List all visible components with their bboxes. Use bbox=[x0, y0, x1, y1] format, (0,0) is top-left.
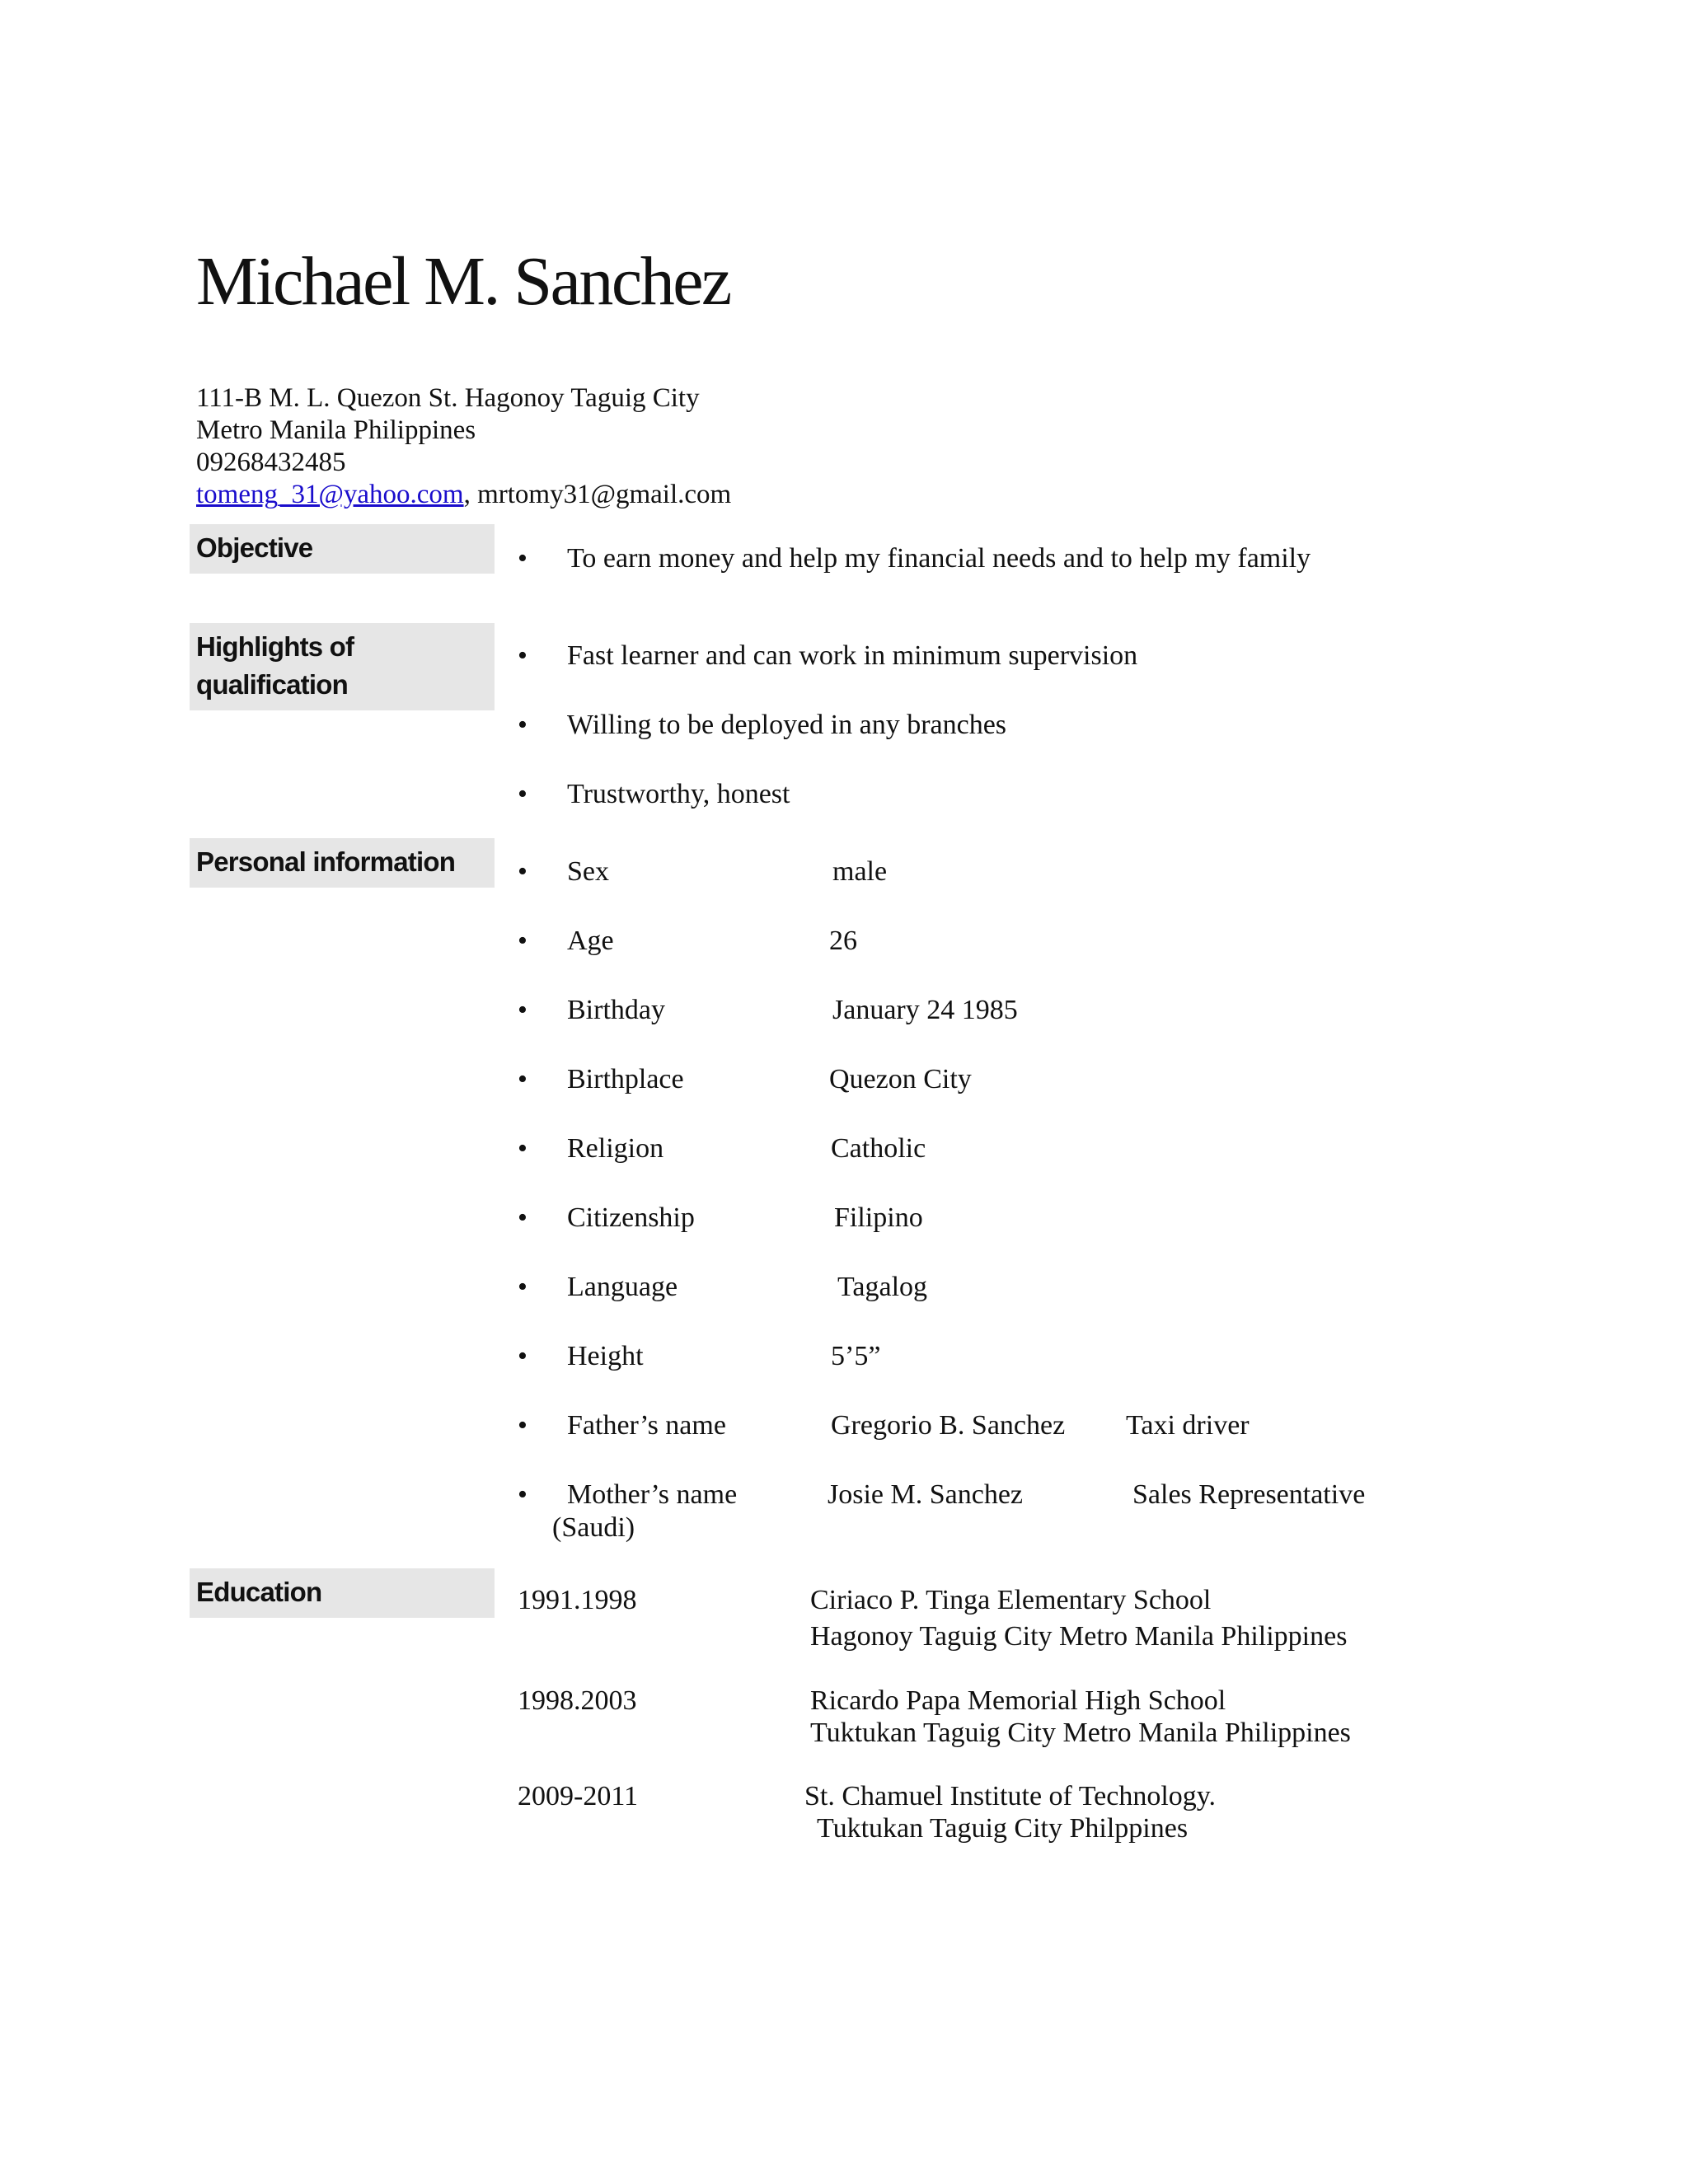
personal-key: Height bbox=[567, 1341, 644, 1371]
bullet-icon: • bbox=[518, 1202, 528, 1233]
personal-key: Mother’s name bbox=[567, 1479, 738, 1510]
email-primary-link[interactable]: tomeng_31@yahoo.com bbox=[196, 480, 464, 509]
section-label-education bbox=[190, 1568, 495, 1618]
personal-continuation: (Saudi) bbox=[552, 1512, 635, 1543]
education-school: Ciriaco P. Tinga Elementary School bbox=[810, 1585, 1212, 1615]
bullet-icon: • bbox=[518, 710, 528, 740]
personal-value: Catholic bbox=[831, 1133, 926, 1164]
personal-key: Father’s name bbox=[567, 1410, 726, 1441]
personal-value: 26 bbox=[829, 926, 857, 956]
personal-key: Age bbox=[567, 926, 614, 956]
education-years: 2009-2011 bbox=[518, 1781, 639, 1811]
personal-value: male bbox=[832, 856, 888, 887]
section-label-objective-text: Objective bbox=[196, 532, 313, 563]
personal-key: Religion bbox=[567, 1133, 664, 1164]
personal-key: Birthplace bbox=[567, 1064, 684, 1094]
personal-row-father bbox=[518, 1409, 1424, 1442]
bullet-icon: • bbox=[518, 856, 528, 887]
bullet-icon: • bbox=[518, 543, 528, 574]
email-secondary: mrtomy31@gmail.com bbox=[477, 480, 732, 509]
personal-row-religion bbox=[518, 1132, 1424, 1165]
bullet-icon: • bbox=[518, 1272, 528, 1302]
bullet-icon: • bbox=[518, 1133, 528, 1164]
email-line bbox=[196, 479, 731, 511]
bullet-icon: • bbox=[518, 640, 528, 671]
education-years: 1998.2003 bbox=[518, 1685, 637, 1716]
education-address: Hagonoy Taguig City Metro Manila Philippines bbox=[810, 1621, 1348, 1652]
bullet-icon: • bbox=[518, 1479, 528, 1510]
personal-key: Sex bbox=[567, 856, 609, 887]
personal-extra: Sales Representative bbox=[1132, 1479, 1366, 1510]
personal-row-language bbox=[518, 1271, 1424, 1304]
section-label-personal-text: Personal information bbox=[196, 846, 456, 877]
education-address: Tuktukan Taguig City Philppines bbox=[817, 1813, 1189, 1844]
personal-value: January 24 1985 bbox=[832, 995, 1018, 1025]
bullet-icon: • bbox=[518, 926, 528, 956]
bullet-icon: • bbox=[518, 995, 528, 1025]
personal-value: Quezon City bbox=[829, 1064, 972, 1094]
personal-row-birthday bbox=[518, 994, 1424, 1027]
phone-number: 09268432485 bbox=[196, 448, 346, 477]
personal-value: Gregorio B. Sanchez bbox=[831, 1410, 1066, 1441]
personal-value: Filipino bbox=[834, 1202, 923, 1233]
personal-value: Tagalog bbox=[837, 1272, 928, 1302]
section-label-education-text: Education bbox=[196, 1577, 322, 1607]
section-label-highlights bbox=[190, 623, 495, 710]
address-line-1: 111-B M. L. Quezon St. Hagonoy Taguig City bbox=[196, 383, 700, 413]
personal-value: Josie M. Sanchez bbox=[828, 1479, 1024, 1510]
personal-row-height bbox=[518, 1340, 1424, 1373]
personal-row-mother bbox=[518, 1479, 1424, 1543]
highlight-text: Fast learner and can work in minimum supervision bbox=[567, 640, 1138, 671]
section-label-personal bbox=[190, 838, 495, 888]
personal-row-citizenship bbox=[518, 1202, 1424, 1235]
education-school: Ricardo Papa Memorial High School bbox=[810, 1685, 1226, 1716]
section-label-objective bbox=[190, 524, 495, 574]
personal-row-sex bbox=[518, 855, 1424, 888]
highlight-text: Willing to be deployed in any branches bbox=[567, 710, 1007, 740]
personal-key: Citizenship bbox=[567, 1202, 695, 1233]
education-address: Tuktukan Taguig City Metro Manila Philippines bbox=[810, 1718, 1351, 1748]
personal-key: Birthday bbox=[567, 995, 665, 1025]
personal-key: Language bbox=[567, 1272, 678, 1302]
bullet-icon: • bbox=[518, 1410, 528, 1441]
bullet-icon: • bbox=[518, 1341, 528, 1371]
bullet-icon: • bbox=[518, 1064, 528, 1094]
resume-name: Michael M. Sanchez bbox=[196, 243, 730, 320]
address-line-2: Metro Manila Philippines bbox=[196, 415, 476, 445]
section-label-highlights-line1: Highlights of bbox=[196, 631, 354, 662]
section-label-highlights-line2: qualification bbox=[196, 669, 348, 700]
education-school: St. Chamuel Institute of Technology. bbox=[804, 1781, 1217, 1811]
education-years: 1991.1998 bbox=[518, 1585, 637, 1615]
email-separator: , bbox=[463, 480, 478, 509]
personal-value: 5’5” bbox=[831, 1341, 881, 1371]
contact-block bbox=[196, 382, 731, 511]
objective-text: To earn money and help my financial needs and to help my family bbox=[567, 543, 1311, 574]
highlight-text: Trustworthy, honest bbox=[567, 779, 790, 809]
personal-row-age bbox=[518, 925, 1424, 958]
personal-row-birthplace bbox=[518, 1063, 1424, 1096]
personal-extra: Taxi driver bbox=[1126, 1410, 1250, 1441]
bullet-icon: • bbox=[518, 779, 528, 809]
